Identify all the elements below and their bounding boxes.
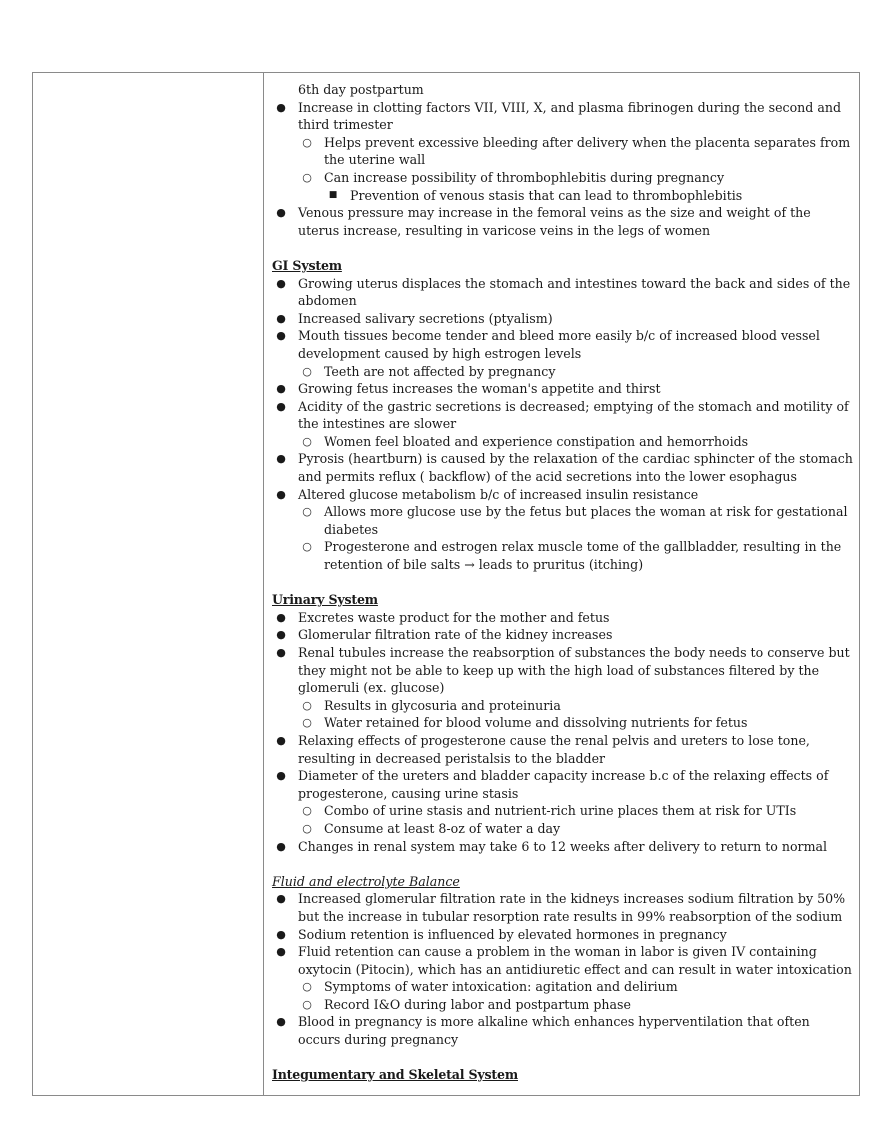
intro-list bbox=[272, 99, 854, 240]
bullet-circle-icon: ○ bbox=[302, 505, 312, 519]
section-list bbox=[272, 890, 854, 1048]
section-heading: Urinary System bbox=[272, 592, 378, 608]
section-spacer bbox=[272, 1049, 854, 1067]
list-item-text: Pyrosis (heartburn) is caused by the relaxation of the cardiac sphincter of the stomach and permits reflux ( backflow) of the acid secretions into the lower esophagus bbox=[298, 451, 853, 485]
list-item bbox=[272, 486, 854, 504]
list-item-text: Can increase possibility of thrombophlebitis during pregnancy bbox=[324, 169, 725, 185]
list-item bbox=[272, 398, 854, 433]
section-heading: Fluid and electrolyte Balance bbox=[272, 873, 460, 889]
bullet-circle-icon: ○ bbox=[302, 980, 312, 994]
list-item-text: Excretes waste product for the mother and fetus bbox=[298, 609, 610, 625]
list-item-text: Progesterone and estrogen relax muscle tome of the gallbladder, resulting in the retention of bile salts → leads to pruritus (itching) bbox=[324, 539, 842, 573]
list-item-text: Changes in renal system may take 6 to 12 weeks after delivery to return to normal bbox=[298, 838, 828, 854]
bullet-disc-icon: ● bbox=[276, 610, 286, 624]
list-item-text: Renal tubules increase the reabsorption of substances the body needs to conserve but they might not be able to keep up with the high load of substances filtered by the glomeruli (ex. glucose) bbox=[298, 645, 850, 696]
list-item bbox=[272, 890, 854, 925]
bullet-circle-icon: ○ bbox=[302, 434, 312, 448]
section-heading: Integumentary and Skeletal System bbox=[272, 1067, 518, 1083]
list-item bbox=[272, 363, 854, 381]
list-item-text: Acidity of the gastric secretions is decreased; emptying of the stomach and motility of the intestines are slower bbox=[298, 398, 849, 432]
bullet-circle-icon: ○ bbox=[302, 698, 312, 712]
list-item bbox=[272, 1013, 854, 1048]
bullet-circle-icon: ○ bbox=[302, 716, 312, 730]
notes-table bbox=[32, 72, 860, 1096]
list-item-text: Blood in pregnancy is more alkaline which enhances hyperventilation that often occurs during pregnancy bbox=[298, 1014, 810, 1048]
list-item-text: Teeth are not affected by pregnancy bbox=[324, 363, 556, 379]
bullet-circle-icon: ○ bbox=[302, 364, 312, 378]
bullet-disc-icon: ● bbox=[276, 329, 286, 343]
list-item-text: Prevention of venous stasis that can lead to thrombophlebitis bbox=[350, 187, 743, 203]
bullet-disc-icon: ● bbox=[276, 487, 286, 501]
list-item-text: Water retained for blood volume and dissolving nutrients for fetus bbox=[324, 715, 748, 731]
list-item-text: Symptoms of water intoxication: agitation and delirium bbox=[324, 979, 678, 995]
section-list bbox=[272, 609, 854, 855]
bullet-circle-icon: ○ bbox=[302, 804, 312, 818]
section-spacer bbox=[272, 855, 854, 873]
bullet-disc-icon: ● bbox=[276, 945, 286, 959]
list-item bbox=[272, 996, 854, 1014]
list-item bbox=[272, 503, 854, 538]
list-item bbox=[272, 275, 854, 310]
list-item bbox=[272, 820, 854, 838]
bullet-disc-icon: ● bbox=[276, 628, 286, 642]
right-column bbox=[264, 73, 859, 1095]
list-item bbox=[272, 187, 854, 205]
bullet-disc-icon: ● bbox=[276, 927, 286, 941]
list-item-text: Glomerular filtration rate of the kidney increases bbox=[298, 627, 613, 643]
list-item-text: Diameter of the ureters and bladder capacity increase b.c of the relaxing effects of progesterone, causing urine stasis bbox=[298, 768, 829, 801]
bullet-square-icon: ■ bbox=[328, 189, 338, 200]
list-item-text: Record I&O during labor and postpartum phase bbox=[324, 996, 631, 1012]
list-item-text: Venous pressure may increase in the femoral veins as the size and weight of the uterus increase, resulting in varicose veins in the legs of women bbox=[298, 205, 811, 238]
continuation-text: 6th day postpartum bbox=[298, 82, 424, 97]
list-item bbox=[272, 538, 854, 573]
list-item-text: Helps prevent excessive bleeding after delivery when the placenta separates from the uterine wall bbox=[324, 134, 851, 168]
bullet-disc-icon: ● bbox=[276, 646, 286, 659]
list-item bbox=[272, 99, 854, 134]
list-item-text: Consume at least 8-oz of water a day bbox=[324, 820, 561, 836]
list-item bbox=[272, 732, 854, 767]
bullet-disc-icon: ● bbox=[276, 399, 286, 413]
bullet-disc-icon: ● bbox=[276, 382, 286, 396]
bullet-disc-icon: ● bbox=[276, 769, 286, 783]
list-item-text: Increased salivary secretions (ptyalism) bbox=[298, 310, 553, 326]
list-item-text: Relaxing effects of progesterone cause the renal pelvis and ureters to lose tone, resulting in decreased peristalsis to the bladder bbox=[298, 732, 810, 766]
section-spacer bbox=[272, 574, 854, 592]
list-item-text: Fluid retention can cause a problem in the woman in labor is given IV containing oxytocin (Pitocin), which has an antidiuretic effect and can result in water intoxication bbox=[298, 944, 852, 977]
list-item bbox=[272, 609, 854, 627]
list-item-text: Increase in clotting factors VII, VIII, X, and plasma fibrinogen during the second and third trimester bbox=[298, 99, 842, 133]
list-item bbox=[272, 943, 854, 978]
bullet-disc-icon: ● bbox=[276, 206, 286, 220]
section-heading: GI System bbox=[272, 257, 342, 273]
list-item-text: Altered glucose metabolism b/c of increased insulin resistance bbox=[298, 486, 699, 502]
list-item-text: Combo of urine stasis and nutrient-rich urine places them at risk for UTIs bbox=[324, 803, 797, 819]
list-item bbox=[272, 767, 854, 802]
list-item bbox=[272, 838, 854, 856]
bullet-disc-icon: ● bbox=[276, 892, 286, 906]
bullet-disc-icon: ● bbox=[276, 100, 286, 114]
list-item-text: Allows more glucose use by the fetus but places the woman at risk for gestational diabetes bbox=[324, 504, 848, 537]
list-item-text: Women feel bloated and experience constipation and hemorrhoids bbox=[324, 433, 749, 449]
bullet-disc-icon: ● bbox=[276, 1015, 286, 1029]
bullet-disc-icon: ● bbox=[276, 733, 286, 747]
list-item bbox=[272, 380, 854, 398]
bullet-disc-icon: ● bbox=[276, 311, 286, 325]
left-column bbox=[33, 73, 264, 1095]
bullet-disc-icon: ● bbox=[276, 839, 286, 853]
section-list bbox=[272, 275, 854, 574]
bullet-circle-icon: ○ bbox=[302, 540, 312, 554]
section-spacer bbox=[272, 239, 854, 257]
list-item bbox=[272, 310, 854, 328]
list-item-text: Mouth tissues become tender and bleed more easily b/c of increased blood vessel development caused by high estrogen levels bbox=[298, 328, 820, 361]
sections bbox=[272, 239, 854, 1084]
list-item bbox=[272, 802, 854, 820]
list-item bbox=[272, 644, 854, 697]
list-item-text: Results in glycosuria and proteinuria bbox=[324, 697, 561, 713]
list-item bbox=[272, 169, 854, 187]
list-item bbox=[272, 978, 854, 996]
list-item bbox=[272, 450, 854, 485]
list-item bbox=[272, 327, 854, 362]
list-item-text: Growing fetus increases the woman's appetite and thirst bbox=[298, 381, 661, 397]
list-item-text: Increased glomerular filtration rate in the kidneys increases sodium filtration by 50% but the increase in tubular resorption rate results in 99% reabsorption of the sodium bbox=[298, 891, 846, 924]
list-item bbox=[272, 626, 854, 644]
list-item bbox=[272, 714, 854, 732]
list-item bbox=[272, 926, 854, 944]
notes-content bbox=[272, 81, 854, 1084]
bullet-circle-icon: ○ bbox=[302, 170, 312, 184]
list-item-text: Growing uterus displaces the stomach and intestines toward the back and sides of the abdomen bbox=[298, 275, 851, 309]
list-item bbox=[272, 134, 854, 169]
list-item bbox=[272, 433, 854, 451]
list-item-text: Sodium retention is influenced by elevated hormones in pregnancy bbox=[298, 926, 727, 942]
bullet-circle-icon: ○ bbox=[302, 997, 312, 1011]
list-item bbox=[272, 697, 854, 715]
bullet-disc-icon: ● bbox=[276, 276, 286, 290]
bullet-circle-icon: ○ bbox=[302, 821, 312, 835]
bullet-circle-icon: ○ bbox=[302, 135, 312, 149]
list-item bbox=[272, 204, 854, 239]
bullet-disc-icon: ● bbox=[276, 452, 286, 466]
